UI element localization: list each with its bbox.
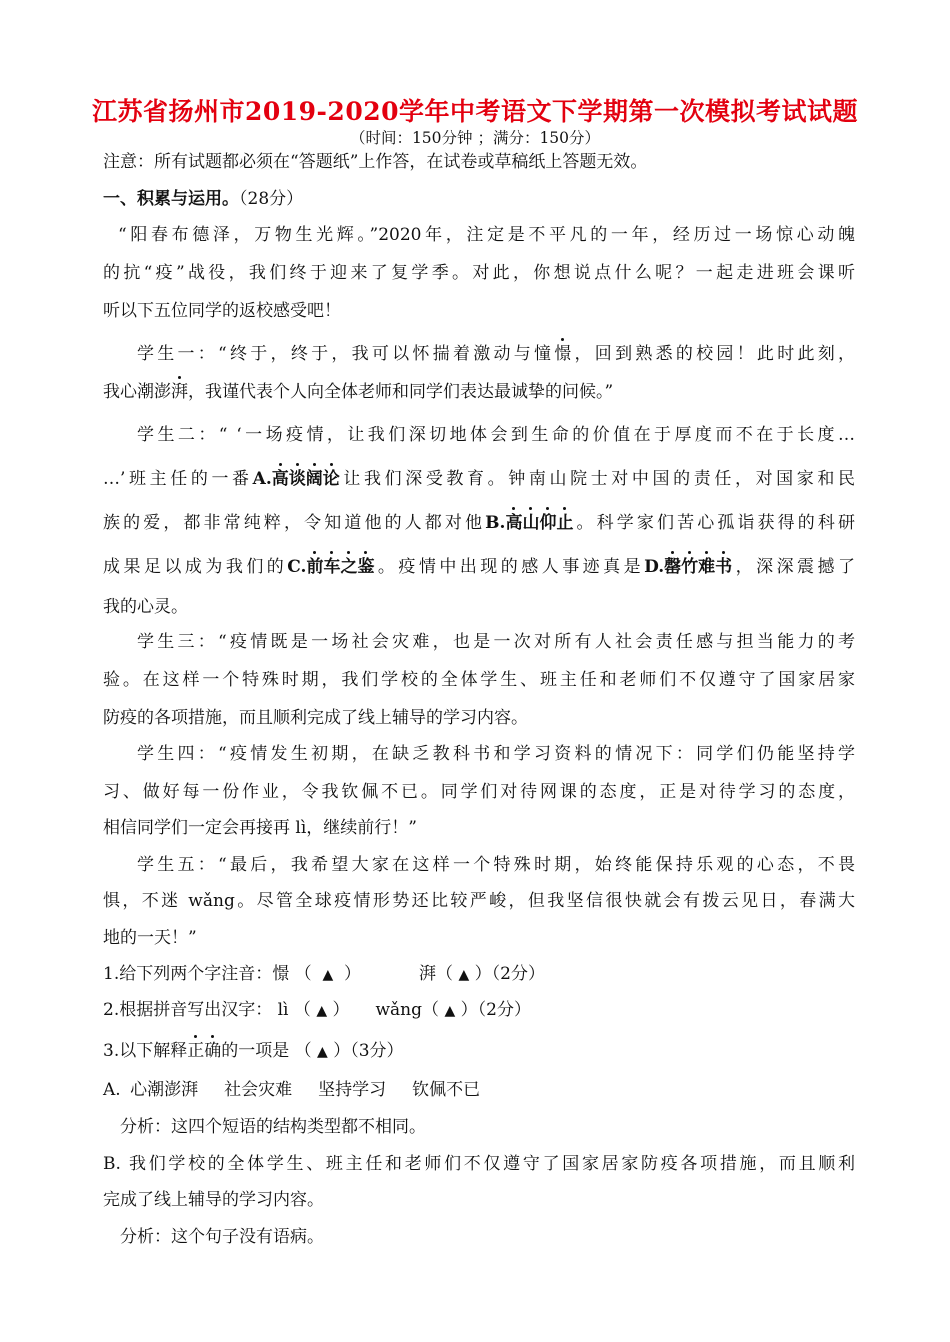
student2-line-5: 我的心灵。 bbox=[103, 597, 188, 617]
emphasis-char: 罄 bbox=[664, 557, 682, 577]
emphasis-char: 之 bbox=[340, 557, 358, 577]
emphasis-char: 论 bbox=[322, 469, 340, 489]
section-title: 一、积累与运用。 bbox=[103, 189, 239, 209]
student5-line-3: 地的一天！” bbox=[103, 928, 197, 948]
option-b-line-2: 完成了线上辅导的学习内容。 bbox=[103, 1190, 324, 1210]
emphasis-char: 仰 bbox=[539, 513, 557, 533]
phrase-2: 社会灾难 bbox=[224, 1080, 293, 1100]
option-b-analysis: 分析：这个句子没有语病。 bbox=[120, 1227, 324, 1247]
student4-line-2: 习、做好每一份作业，令我钦佩不已。同学们对待网课的态度，正是对待学习的态度， bbox=[103, 782, 855, 802]
student2-line-2: …’班主任的一番A.高谈阔论让我们深受教育。钟南山院士对中国的责任，对国家和民 bbox=[103, 469, 856, 489]
option-b-label: B. bbox=[485, 513, 506, 533]
answer-blank: ▲ bbox=[316, 1003, 328, 1019]
student3-line-3: 防疫的各项措施，而且顺利完成了线上辅导的学习内容。 bbox=[103, 708, 528, 728]
phrase-4: 钦佩不已 bbox=[412, 1080, 481, 1100]
option-c-label: C. bbox=[287, 557, 307, 577]
option-d-label: D. bbox=[644, 557, 665, 577]
student4-line-1: 学生四：“疫情发生初期，在缺乏教科书和学习资料的情况下：同学们仍能坚持学 bbox=[137, 744, 855, 764]
emphasis-char: 鉴 bbox=[357, 557, 375, 577]
option-a-analysis: 分析：这四个短语的结构类型都不相同。 bbox=[120, 1117, 426, 1137]
emphasis-char: 前 bbox=[306, 557, 324, 577]
notice: 注意：所有试题都必须在“答题纸”上作答，在试卷或草稿纸上答题无效。 bbox=[103, 152, 648, 172]
student2-line-4: 成果足以成为我们的C.前车之鉴。疫情中出现的感人事迹真是D.罄竹难书，深深震撼了 bbox=[103, 557, 856, 577]
question-1: 1.给下列两个字注音：憬 （ ▲ ） 湃（ ▲ ）（2分） bbox=[103, 964, 545, 984]
intro-line-2: 的抗“疫”战役，我们终于迎来了复学季。对此，你想说点什么呢？一起走进班会课听 bbox=[103, 263, 855, 283]
option-c-idiom bbox=[306, 557, 374, 577]
option-a-label: A. bbox=[252, 469, 272, 489]
emphasis-char: 确 bbox=[204, 1041, 222, 1061]
question-2: 2.根据拼音写出汉字： lì （ ▲ ） wǎng（ ▲ ）（2分） bbox=[103, 1000, 531, 1020]
answer-blank: ▲ bbox=[322, 967, 334, 983]
student2-line-3: 族的爱，都非常纯粹，令知道他的人都对他B.高山仰止。科学家们苦心孤诣获得的科研 bbox=[103, 513, 856, 533]
answer-blank: ▲ bbox=[444, 1003, 456, 1019]
emphasis-char: 难 bbox=[698, 557, 716, 577]
section-heading bbox=[103, 188, 855, 210]
emphasis-char: 止 bbox=[556, 513, 574, 533]
emphasis-char: 正 bbox=[187, 1041, 205, 1061]
answer-blank: ▲ bbox=[458, 967, 470, 983]
exam-title: 江苏省扬州市2019-2020学年中考语文下学期第一次模拟考试试题 bbox=[91, 97, 859, 126]
emphasis-char: 书 bbox=[715, 557, 733, 577]
student1-line-1: 学生一：“终于，终于，我可以怀揣着激动与憧憬，回到熟悉的校园！此时此刻， bbox=[137, 344, 855, 364]
student2-line-1: 学生二：“ ‘一场疫情，让我们深切地体会到生命的价值在于厚度而不在于长度… bbox=[137, 425, 855, 445]
option-a-letter: A. bbox=[103, 1080, 121, 1100]
student3-line-2: 验。在这样一个特殊时期，我们学校的全体学生、班主任和老师们不仅遵守了国家居家 bbox=[103, 670, 855, 690]
question-3: 3.以下解释正确的一项是 （ ▲ ）（3分） bbox=[103, 1041, 404, 1061]
answer-blank: ▲ bbox=[317, 1044, 328, 1060]
emphasis-char: 山 bbox=[522, 513, 540, 533]
option-b-line-1: B. 我们学校的全体学生、班主任和老师们不仅遵守了国家居家防疫各项措施，而且顺利 bbox=[103, 1154, 855, 1174]
student5-line-1: 学生五：“最后，我希望大家在这样一个特殊时期，始终能保持乐观的心态，不畏 bbox=[137, 855, 855, 875]
emphasis-char: 湃 bbox=[171, 382, 188, 402]
emphasis-char: 阔 bbox=[305, 469, 323, 489]
option-a bbox=[103, 1079, 855, 1101]
option-d-idiom bbox=[664, 557, 732, 577]
student1-line-2: 我心潮澎湃，我谨代表个人向全体老师和同学们表达最诚挚的问候。” bbox=[103, 382, 614, 402]
phrase-1: 心潮澎湃 bbox=[130, 1080, 199, 1100]
intro-line-1: “阳春布德泽，万物生光辉。”2020年，注定是不平凡的一年，经历过一场惊心动魄 bbox=[118, 225, 855, 245]
emphasis-char: 谈 bbox=[288, 469, 306, 489]
exam-time-score: （时间：150分钟 ；满分：150分） bbox=[349, 129, 601, 147]
option-a-idiom bbox=[272, 469, 340, 489]
student5-line-2: 惧，不迷 wǎng。尽管全球疫情形势还比较严峻，但我坚信很快就会有拨云见日，春满大 bbox=[103, 891, 855, 911]
intro-line-3: 听以下五位同学的返校感受吧！ bbox=[103, 301, 341, 321]
section-score: （28分） bbox=[239, 189, 304, 209]
emphasis-char: 高 bbox=[505, 513, 523, 533]
option-b-idiom bbox=[505, 513, 573, 533]
phrase-3: 坚持学习 bbox=[318, 1080, 387, 1100]
emphasis-char: 车 bbox=[323, 557, 341, 577]
emphasis-char: 竹 bbox=[681, 557, 699, 577]
student4-line-3: 相信同学们一定会再接再 lì，继续前行！” bbox=[103, 818, 417, 838]
emphasis-char: 高 bbox=[271, 469, 289, 489]
student3-line-1: 学生三：“疫情既是一场社会灾难，也是一次对所有人社会责任感与担当能力的考 bbox=[137, 632, 855, 652]
emphasis-char: 憬 bbox=[554, 344, 572, 364]
